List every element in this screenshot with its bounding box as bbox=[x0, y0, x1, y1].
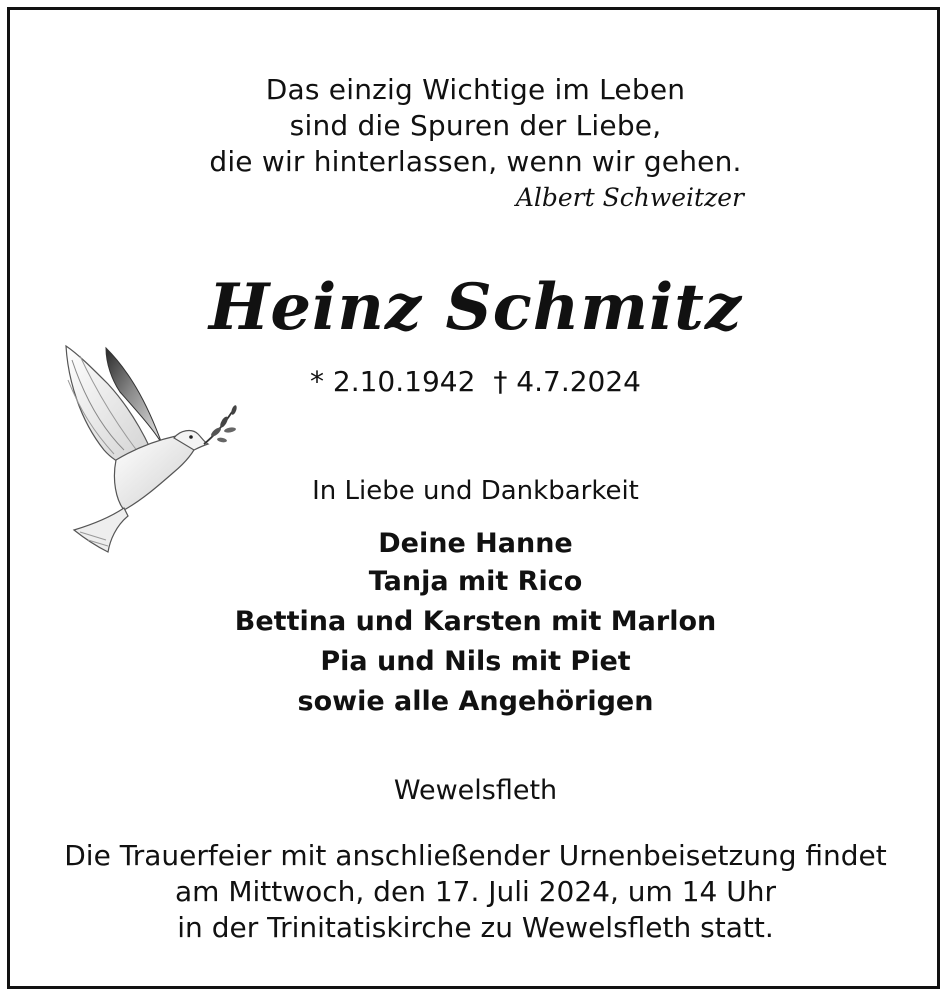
quote-line-3: die wir hinterlassen, wenn wir gehen. bbox=[209, 145, 742, 178]
service-line-1: Die Trauerfeier mit anschließender Urnenbeisetzung findet bbox=[64, 839, 887, 872]
place: Wewelsfleth bbox=[393, 775, 558, 806]
birth-date: * 2.10.1942 bbox=[310, 365, 476, 398]
mourners-intro: In Liebe und Dankbarkeit bbox=[312, 476, 639, 506]
mourner-line-1: Deine Hanne bbox=[378, 528, 573, 559]
mourner-line-5: sowie alle Angehörigen bbox=[297, 686, 654, 717]
death-date: † 4.7.2024 bbox=[493, 365, 641, 398]
service-line-2: am Mittwoch, den 17. Juli 2024, um 14 Uhr bbox=[174, 875, 776, 908]
deceased-name: Heinz Schmitz bbox=[208, 270, 743, 345]
service-line-3: in der Trinitatiskirche zu Wewelsfleth statt. bbox=[177, 911, 774, 944]
mourner-line-3: Bettina und Karsten mit Marlon bbox=[234, 606, 717, 637]
mourner-line-4: Pia und Nils mit Piet bbox=[320, 646, 631, 677]
quote-line-1: Das einzig Wichtige im Leben bbox=[265, 73, 686, 106]
quote-line-2: sind die Spuren der Liebe, bbox=[289, 109, 662, 142]
mourner-line-2: Tanja mit Rico bbox=[368, 566, 583, 597]
quote-author: Albert Schweitzer bbox=[515, 183, 744, 212]
